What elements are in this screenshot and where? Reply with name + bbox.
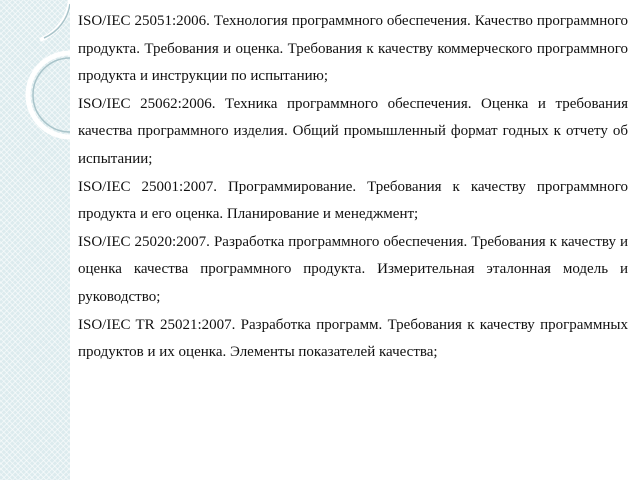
standard-item: ISO/IEC 25062:2006. Техника программного обеспечения. Оценка и требования качества программного изделия. Общий промышленный формат годных к отчету об испытании;	[78, 95, 628, 167]
decor-ring-middle	[28, 53, 70, 137]
decorative-side-panel	[0, 0, 70, 480]
standard-item: ISO/IEC 25001:2007. Программирование. Требования к качеству программного продукта и его оценка. Планирование и менеджмент;	[78, 178, 628, 223]
standards-list	[78, 8, 628, 367]
standard-item: ISO/IEC 25020:2007. Разработка программного обеспечения. Требования к качеству и оценка качества программного продукта. Измерительная эталонная модель и руководство;	[78, 233, 628, 305]
decorative-rings	[0, 0, 70, 480]
decor-arc-top-shadow	[44, 4, 70, 38]
standard-item: ISO/IEC TR 25021:2007. Разработка программ. Требования к качеству программных продуктов и их оценка. Элементы показателей качества;	[78, 316, 628, 361]
standard-item: ISO/IEC 25051:2006. Технология программного обеспечения. Качество программного продукта. Требования и оценка. Требования к качеству коммерческого программного продукта и инструкции по испытанию;	[78, 13, 628, 85]
decor-arc-top	[40, 0, 70, 40]
